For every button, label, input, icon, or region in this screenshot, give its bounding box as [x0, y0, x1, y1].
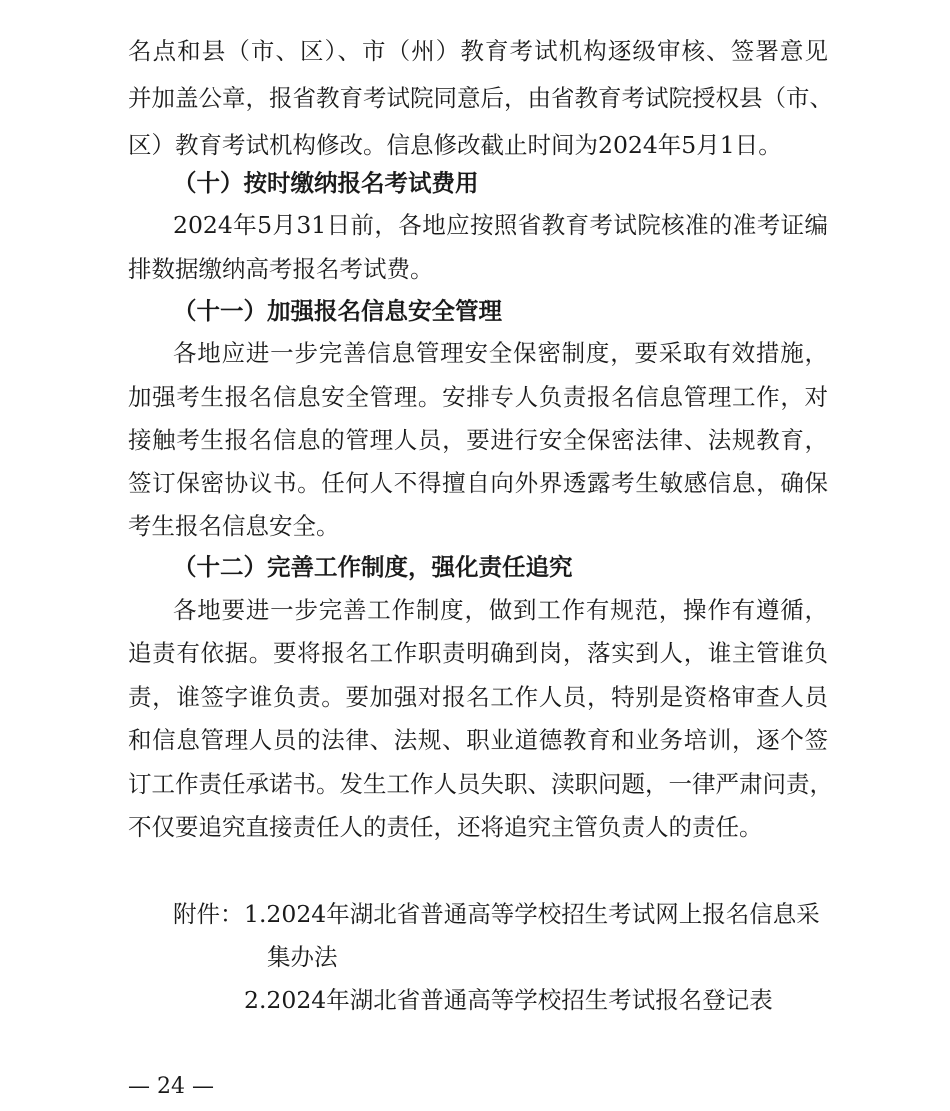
paragraph-line: 2024年5月31日前，各地应按照省教育考试院核准的准考证编 [173, 211, 828, 239]
paragraph-line: 考生报名信息安全。 [128, 512, 340, 540]
attachment-item: 2.2024年湖北省普通高等学校招生考试报名登记表 [244, 986, 773, 1014]
paragraph-line: 各地要进一步完善工作制度，做到工作有规范，操作有遵循， [173, 596, 828, 624]
paragraph-line: 区）教育考试机构修改。信息修改截止时间为2024年5月1日。 [128, 131, 782, 159]
section-heading: （十一）加强报名信息安全管理 [173, 297, 502, 325]
attachment-item: 1.2024年湖北省普通高等学校招生考试网上报名信息采 [244, 900, 820, 928]
section-heading: （十二）完善工作制度，强化责任追究 [173, 553, 573, 581]
paragraph-line: 加强考生报名信息安全管理。安排专人负责报名信息管理工作，对 [128, 383, 828, 411]
paragraph-line: 并加盖公章，报省教育考试院同意后，由省教育考试院授权县（市、 [128, 84, 833, 112]
section-heading: （十）按时缴纳报名考试费用 [173, 169, 479, 197]
paragraph-line: 接触考生报名信息的管理人员，要进行安全保密法律、法规教育， [128, 426, 828, 454]
paragraph-line: 订工作责任承诺书。发生工作人员失职、渎职问题，一律严肃问责， [128, 770, 833, 798]
paragraph-line: 不仅要追究直接责任人的责任，还将追究主管负责人的责任。 [128, 813, 763, 841]
paragraph-line: 各地应进一步完善信息管理安全保密制度，要采取有效措施， [173, 339, 828, 367]
attachment-label: 附件： [173, 900, 244, 928]
paragraph-line: 排数据缴纳高考报名考试费。 [128, 255, 434, 283]
paragraph-line: 责，谁签字谁负责。要加强对报名工作人员，特别是资格审查人员 [128, 683, 828, 711]
attachment-item-continued: 集办法 [267, 943, 338, 971]
page-number: — 24 — [128, 1074, 214, 1099]
paragraph-line: 追责有依据。要将报名工作职责明确到岗，落实到人，谁主管谁负 [128, 639, 828, 667]
paragraph-line: 和信息管理人员的法律、法规、职业道德教育和业务培训，逐个签 [128, 726, 828, 754]
paragraph-line: 签订保密协议书。任何人不得擅自向外界透露考生敏感信息，确保 [128, 469, 828, 497]
paragraph-line: 名点和县（市、区）、市（州）教育考试机构逐级审核、签署意见 [128, 37, 828, 65]
